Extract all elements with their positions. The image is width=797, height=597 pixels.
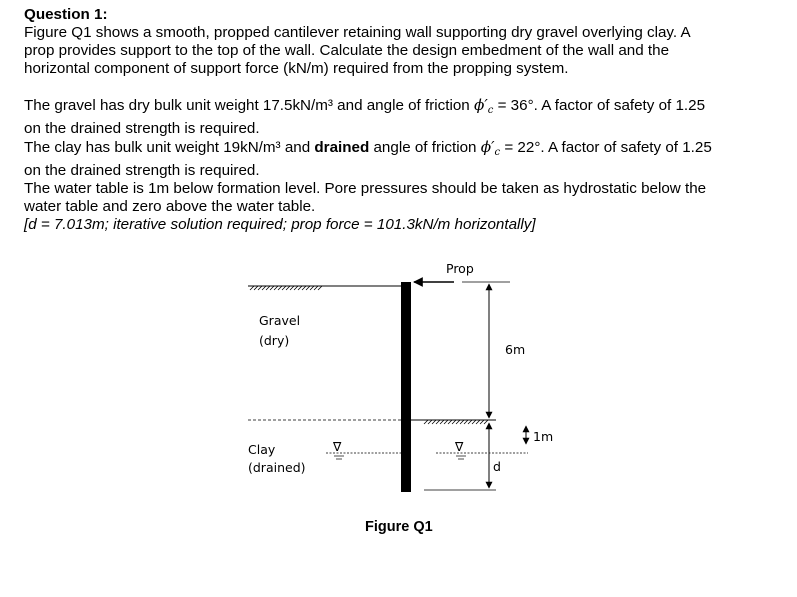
- gravel-dry-label: (dry): [259, 333, 290, 348]
- formation-level: [411, 420, 496, 424]
- clay-line-2: on the drained strength is required.: [24, 162, 260, 179]
- phi-symbol: $\phi'_c$: [473, 96, 494, 116]
- intro-line-3: horizontal component of support force (kN/m) required from the propping system.: [24, 60, 569, 77]
- answer-line: [d = 7.013m; iterative solution required; prop force = 101.3kN/m horizontally]: [24, 216, 536, 233]
- water-table-symbol: ∇: [333, 439, 342, 454]
- intro-line-2: prop provides support to the top of the wall. Calculate the design embedment of the wall and the: [24, 42, 670, 59]
- figure-caption: Figure Q1: [365, 519, 433, 535]
- phi-symbol: $\phi'_c$: [480, 138, 501, 158]
- dimension-d-label: d: [493, 459, 501, 474]
- gravel-line-2: on the drained strength is required.: [24, 120, 260, 137]
- intro-line-1: Figure Q1 shows a smooth, propped cantilever retaining wall supporting dry gravel overlying clay. A: [24, 24, 691, 41]
- retaining-wall: [401, 282, 411, 492]
- clay-label: Clay: [248, 442, 276, 457]
- clay-drained-label: (drained): [248, 460, 306, 475]
- left-ground-surface: [248, 286, 401, 290]
- prop-label: Prop: [446, 261, 474, 276]
- water-line-2: water table and zero above the water table.: [24, 198, 316, 215]
- gravel-label: Gravel: [259, 313, 301, 328]
- question-title: Question 1:: [24, 6, 108, 23]
- dimension-1m-label: 1m: [533, 429, 554, 444]
- clay-line-1: The clay has bulk unit weight 19kN/m³ and drained angle of friction $\phi'_c = 22^\circ$. A factor of safety of 1.25: [24, 138, 712, 158]
- water-table-symbol: ∇: [455, 439, 464, 454]
- water-line-1: The water table is 1m below formation level. Pore pressures should be taken as hydrostatic below the: [24, 180, 707, 197]
- dimension-6m-label: 6m: [505, 342, 526, 357]
- gravel-line-1: The gravel has dry bulk unit weight 17.5kN/m³ and angle of friction $\phi'_c = 36^\circ$. A factor of safety of 1.25: [24, 96, 706, 116]
